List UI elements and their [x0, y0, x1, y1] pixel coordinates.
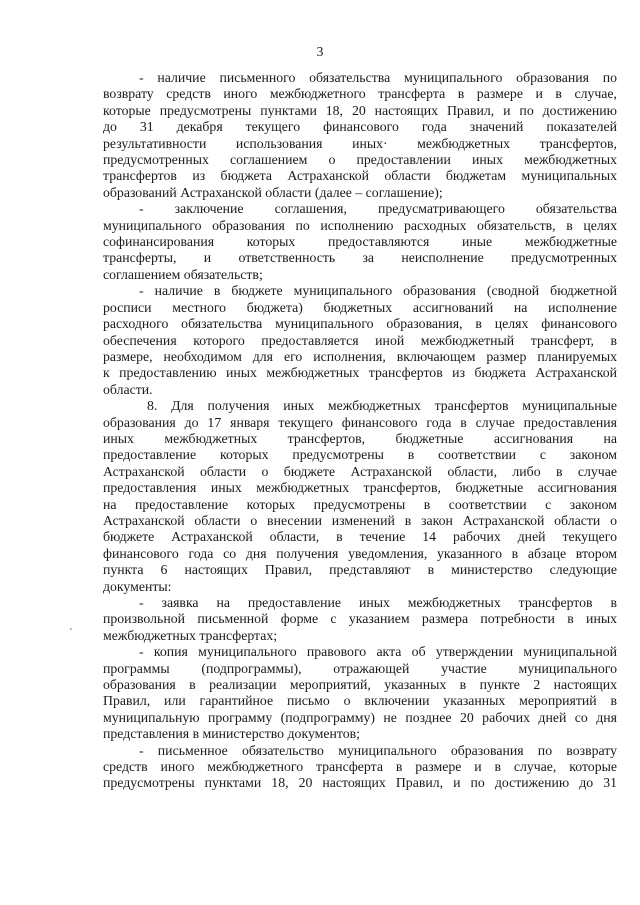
text-line: предусмотрены пунктами 18, 20 настоящих Правил, и по достижению до 31 [103, 775, 617, 791]
text-line: - заключение соглашения, предусматривающего обязательства [139, 201, 617, 217]
text-line: росписи местного бюджета) бюджетных ассигнований на исполнение [103, 299, 617, 315]
text-line: представления в министерство документов; [103, 726, 361, 742]
text-line: Правил, или гарантийное письмо о включении указанных мероприятий в [103, 693, 617, 709]
text-line: - заявка на предоставление иных межбюджетных трансфертов в [139, 595, 617, 610]
text-line: трансфертов из бюджета Астраханской области бюджетам муниципальных [103, 168, 617, 184]
text-line: области. [103, 381, 153, 397]
text-line: которые предусмотрены пунктами 18, 20 настоящих Правил, и по достижению [103, 102, 617, 118]
text-line: образования в реализации мероприятий, указанных в пункте 2 настоящих [103, 677, 617, 693]
para-item-8 [103, 398, 617, 595]
para-legal-act-copy [103, 644, 617, 742]
text-line: возврату средств иного межбюджетного трансферта в размере и в случае, [103, 86, 617, 102]
text-line: средств иного межбюджетного трансферта в размере и в случае, которые [103, 759, 617, 775]
text-line: Астраханской области о внесении изменений в закон Астраханской области о [103, 512, 617, 528]
text-line: 8. Для получения иных межбюджетных трансфертов муниципальные [147, 398, 617, 414]
text-line: Астраханской области о бюджете Астраханской области, либо в случае [103, 463, 617, 479]
text-line: расходного обязательства муниципального образования, в целях финансового [103, 316, 617, 332]
text-line: образования до 17 января текущего финансового года в случае предоставления [103, 414, 617, 430]
text-line: образований Астраханской области (далее – соглашение); [103, 184, 443, 200]
text-line: к предоставлению иных межбюджетных трансфертов из бюджета Астраханской [103, 365, 617, 381]
text-line: на предоставление которых предусмотрены в соответствии с законом [103, 496, 617, 512]
text-line: предоставление которых предусмотрены в соответствии с законом [103, 447, 617, 463]
text-line: трансферты, и ответственность за неисполнение предусмотренных [103, 250, 617, 266]
text-line: программы (подпрограммы), отражающей участие муниципального [103, 660, 617, 676]
text-line: иных межбюджетных трансфертов, бюджетные ассигнования на [103, 430, 617, 446]
document-body [103, 70, 617, 792]
para-agreement-conclusion [103, 201, 617, 283]
text-line: софинансирования которых предоставляются иные межбюджетные [103, 234, 617, 250]
text-line: предусмотренных соглашением о предоставлении иных межбюджетных [103, 152, 617, 168]
text-line: бюджете Астраханской области, в течение 14 рабочих дней текущего [103, 529, 617, 545]
text-line: произвольной письменной форме с указанием размера потребности в иных [103, 611, 617, 627]
text-line: межбюджетных трансфертах; [103, 627, 278, 643]
text-line: муниципальную программу (подпрограмму) не позднее 20 рабочих дней со дня [103, 709, 617, 725]
para-written-obligation [103, 743, 617, 792]
text-line: обеспечения которого предоставляется иной межбюджетный трансферт, в [103, 332, 617, 348]
text-line: соглашением обязательств; [103, 266, 263, 282]
page-number: 3 [316, 44, 324, 59]
text-line: до 31 декабря текущего финансового года значений показателей [103, 119, 617, 135]
text-line: муниципального образования по исполнению расходных обязательств, в целях [103, 217, 617, 233]
text-line: - наличие в бюджете муниципального образования (сводной бюджетной [139, 283, 617, 299]
text-line: - письменное обязательство муниципального образования по возврату [139, 742, 617, 758]
text-line: результативности использования иных· межбюджетных трансфертов, [103, 135, 617, 151]
text-line: предоставления иных межбюджетных трансфертов, бюджетные ассигнования [103, 480, 617, 496]
text-line: документы: [103, 578, 172, 594]
para-application [103, 595, 617, 644]
text-line: размере, необходимом для его исполнения, включающем размер планируемых [103, 348, 617, 364]
text-line: - копия муниципального правового акта об утверждении муниципальной [139, 644, 617, 660]
margin-mark: ' [70, 627, 72, 638]
para-obligation-return [103, 70, 617, 201]
text-line: - наличие письменного обязательства муниципального образования по [139, 70, 617, 85]
para-budget-allocations [103, 283, 617, 398]
text-line: пункта 6 настоящих Правил, представляют в министерство следующие [103, 562, 617, 578]
text-line: финансового года со дня получения уведомления, указанного в абзаце втором [103, 545, 617, 561]
